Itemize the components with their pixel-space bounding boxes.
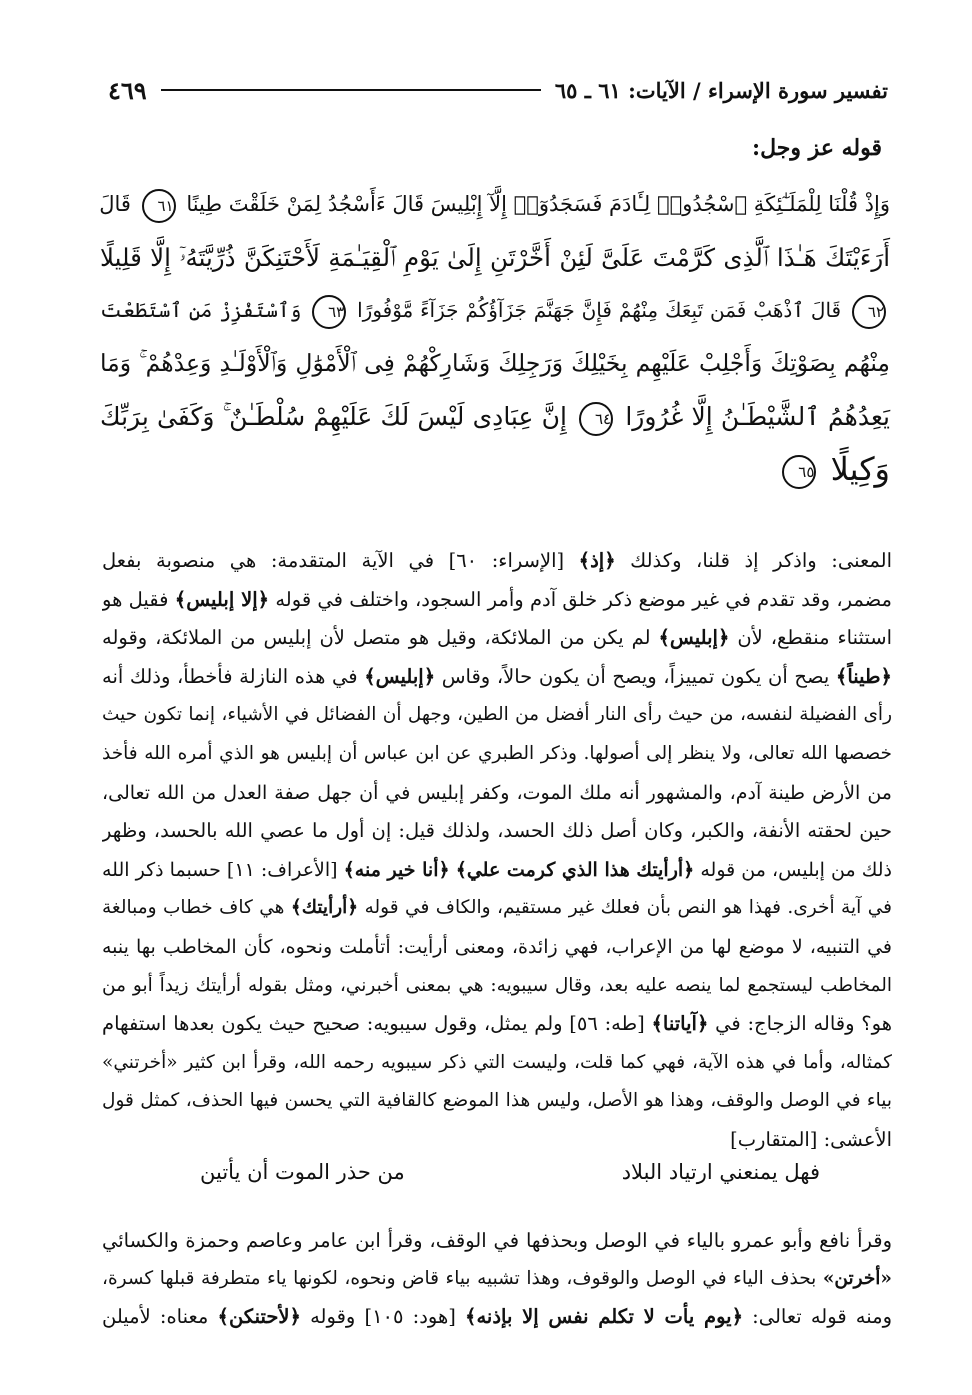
ayah-number-marker: ٦٥ bbox=[782, 455, 816, 489]
text-run: المعنى: واذكر إذ قلنا، وكذلك bbox=[615, 549, 892, 572]
text-line: بياء في الوصل والوقف، وهذا هو الأصل، وليس هذا الموضع كالقافية التي يحسن فيها الحذف، كمثل قول bbox=[102, 1090, 892, 1112]
quote-run: «أخرتن» bbox=[822, 1268, 892, 1289]
section-intro: قوله عز وجل: bbox=[752, 135, 882, 161]
text-run: استثناء منقطع، لأن bbox=[729, 626, 892, 650]
text-run: [الأعراف: ١١] حسبما ذكر الله bbox=[102, 858, 344, 881]
text-run: ذلك من إبليس، من قوله bbox=[694, 858, 892, 881]
text-line: الأعشى: [المتقارب] bbox=[730, 1127, 892, 1151]
commentary-text bbox=[102, 542, 892, 1160]
text-run: مضمر، وقد تقدم في غير موضع ذكر خلق آدم وأمر السجود، واختلف في قوله bbox=[269, 587, 892, 611]
text-run: ومنه قوله تعالى: bbox=[743, 1305, 892, 1328]
quote-run: ﴿يوم يأت لا تكلم نفس إلا بإذنه﴾ bbox=[465, 1305, 744, 1328]
quote-run: ﴿آياتنا﴾ bbox=[651, 1012, 709, 1036]
quran-text: وَكِيلًا bbox=[830, 450, 890, 488]
quote-run: ﴿لأحتنكن﴾ bbox=[217, 1305, 301, 1328]
verse-hemistich-left: من حذر الموت أن يأتين bbox=[200, 1160, 405, 1184]
text-run: بحذف الياء في الوصل والوقوف، وهذا تشبيه بياء قاض ونحوه، لكونها ياء متطرفة قبلها كسرة، bbox=[102, 1268, 823, 1289]
quran-line bbox=[100, 231, 890, 284]
text-line: المخاطب ليستجمع لما ينصه عليه بعد، وقال سيبويه: هي بمعنى أخبرني، ومثل بقوله أرأيتك زيداً أبو من bbox=[102, 974, 892, 996]
header-title: تفسير سورة الإسراء / الآيات: ٦١ ـ ٦٥ bbox=[554, 77, 888, 103]
quote-run: ﴿إلا إبليس﴾ bbox=[174, 587, 270, 611]
text-line bbox=[102, 1298, 892, 1336]
text-run: في آية أخرى. فهذا هو النص بأن فعلك غير مستقيم، والكاف في قوله bbox=[358, 897, 892, 919]
text-line bbox=[102, 658, 892, 697]
quran-text: وَٱسْتَفْزِزْ مَنِ ٱسْتَطَعْتَ bbox=[100, 298, 302, 322]
verse-hemistich-right: فهل يمنعني ارتياد البلاد bbox=[621, 1160, 820, 1184]
text-run: [طه: ٥٦] ولم يمثل، وقول سيبويه: صحيح حيث يكون بعدها استفهام bbox=[102, 1012, 652, 1036]
quran-line bbox=[100, 443, 890, 496]
text-line: خصصها الله تعالى، ولا ينظر إلى أصولها. وذكر الطبري عن ابن عباس أن إبليس هو الذي أمره الله فأخذ bbox=[102, 742, 892, 764]
ayah-number-marker: ٦٣ bbox=[312, 295, 346, 329]
text-run: يصح أن يكون تمييزاً، ويصح أن يكون حالاً، وقاس bbox=[435, 664, 836, 688]
page-number: ٤٦٩ bbox=[108, 75, 147, 105]
text-run: معناه: لأميلن bbox=[102, 1305, 218, 1328]
text-run: [الإسراء: ٦٠] في الآية المتقدمة: هي منصوبة بفعل bbox=[102, 549, 579, 572]
quran-text: أَرَءَيْتَكَ هَـٰذَا ٱلَّذِى كَرَّمْتَ عَلَىَّ لَئِنْ أَخَّرْتَنِ إِلَىٰ يَوْمِ ٱلْقِيَـٰمَةِ لَأَحْتَنِكَنَّ ذُرِّيَّتَهُۥٓ إِلَّا قَلِيلًا bbox=[100, 243, 890, 272]
text-run: في هذه النازلة فأخطأ، وذلك أنه bbox=[102, 664, 365, 688]
text-run: [هود: ١٠٥] وقوله bbox=[300, 1305, 466, 1328]
text-line: رأى الفضيلة لنفسه، من حيث رأى النار أفضل من الطين، وجهل أن الفضائل في الأشياء، إنما تكون حيث bbox=[102, 704, 892, 726]
text-line bbox=[102, 889, 892, 928]
text-line bbox=[102, 851, 892, 890]
quote-run: ﴿أنا خير منه﴾ bbox=[343, 858, 450, 881]
running-header bbox=[108, 70, 888, 110]
quran-passage bbox=[100, 178, 890, 496]
quran-line bbox=[100, 284, 890, 337]
poetry-verse bbox=[200, 1160, 820, 1184]
quran-text: قَالَ bbox=[99, 192, 131, 216]
text-line bbox=[102, 1005, 892, 1044]
quote-run: ﴿إذ﴾ bbox=[578, 549, 616, 572]
text-line: وقرأ نافع وأبو عمرو بالياء في الوصل وبحذفها في الوقف، وقرأ ابن عامر وعاصم وحمزة والكسائي bbox=[102, 1229, 892, 1252]
text-line bbox=[102, 1260, 892, 1298]
ayah-number-marker: ٦٢ bbox=[852, 295, 886, 329]
text-line bbox=[102, 619, 892, 658]
ayah-number-marker: ٦١ bbox=[142, 189, 176, 223]
quote-run: ﴿أرأيتك هذا الذي كرمت علي﴾ bbox=[455, 858, 695, 881]
quran-text: قَالَ ٱذْهَبْ فَمَن تَبِعَكَ مِنْهُمْ فَإِنَّ جَهَنَّمَ جَزَآؤُكُمْ جَزَآءً مَّوْفُورًا bbox=[357, 298, 842, 322]
quran-text: مِنْهُم بِصَوْتِكَ وَأَجْلِبْ عَلَيْهِم بِخَيْلِكَ وَرَجِلِكَ وَشَارِكْهُمْ فِى ٱلْأَمْوَٰلِ وَٱلْأَوْلَـٰدِ وَعِدْهُمْ ۚ وَمَا bbox=[100, 349, 890, 377]
quran-text: وَإِذْ قُلْنَا لِلْمَلَـٰٓئِكَةِ ٱسْجُدُوا۟ لِـَٔادَمَ فَسَجَدُوٓا۟ إِلَّآ إِبْلِيسَ قَالَ ءَأَسْجُدُ لِمَنْ خَلَقْتَ طِينًا bbox=[186, 192, 890, 216]
quran-line bbox=[100, 178, 890, 231]
text-line: في التنبيه، لا موضع لها من الإعراب، فهي زائدة، ومعنى أرأيت: أتأملت ونحوه، كأن المخاطب بها ينبه bbox=[102, 935, 892, 958]
header-rule bbox=[161, 89, 541, 91]
quran-text: إِنَّ عِبَادِى لَيْسَ لَكَ عَلَيْهِمْ سُلْطَـٰنٌ ۚ وَكَفَىٰ بِرَبِّكَ bbox=[100, 402, 567, 431]
ayah-number-marker: ٦٤ bbox=[579, 402, 613, 436]
text-run: هو؟ وقاله الزجاج: في bbox=[708, 1012, 892, 1036]
quote-run: ﴿إبليس﴾ bbox=[364, 664, 436, 688]
quote-run: ﴿إبليس﴾ bbox=[658, 626, 730, 650]
text-run: هي كاف خطاب ومبالغة bbox=[102, 897, 291, 919]
quran-text: يَعِدُهُمُ ٱلشَّيْطَـٰنُ إِلَّا غُرُورًا bbox=[625, 402, 890, 431]
text-line: من الأرض طينة آدم، والمشهور أنه ملك الموت، وكفر إبليس في أن جهل صفة العدل من الله تعالى، bbox=[102, 781, 892, 804]
text-run: لم يكن من الملائكة، وقيل هو متصل لأن إبليس من الملائكة، وقوله bbox=[102, 626, 659, 650]
quran-line bbox=[100, 337, 890, 390]
quran-line bbox=[100, 390, 890, 443]
quote-run: ﴿أرأيتك﴾ bbox=[290, 897, 359, 919]
text-line bbox=[102, 542, 892, 581]
text-line: حين لحقته الأنفة، والكبر، وكان أصل ذلك الحسد، ولذلك قيل: إن أول ما عصي الله بالحسد، وظهر bbox=[102, 819, 892, 843]
text-line bbox=[102, 581, 892, 620]
quote-run: ﴿طيناً﴾ bbox=[835, 664, 892, 688]
text-run: فقيل هو bbox=[102, 587, 175, 611]
commentary-text-continued bbox=[102, 1222, 892, 1336]
text-line: كمثاله، وأما في هذه الآية، فهي كما قلت، وليست التي ذكر سيبويه رحمه الله، وقرأ ابن كثير «أخرتني» bbox=[102, 1051, 892, 1073]
